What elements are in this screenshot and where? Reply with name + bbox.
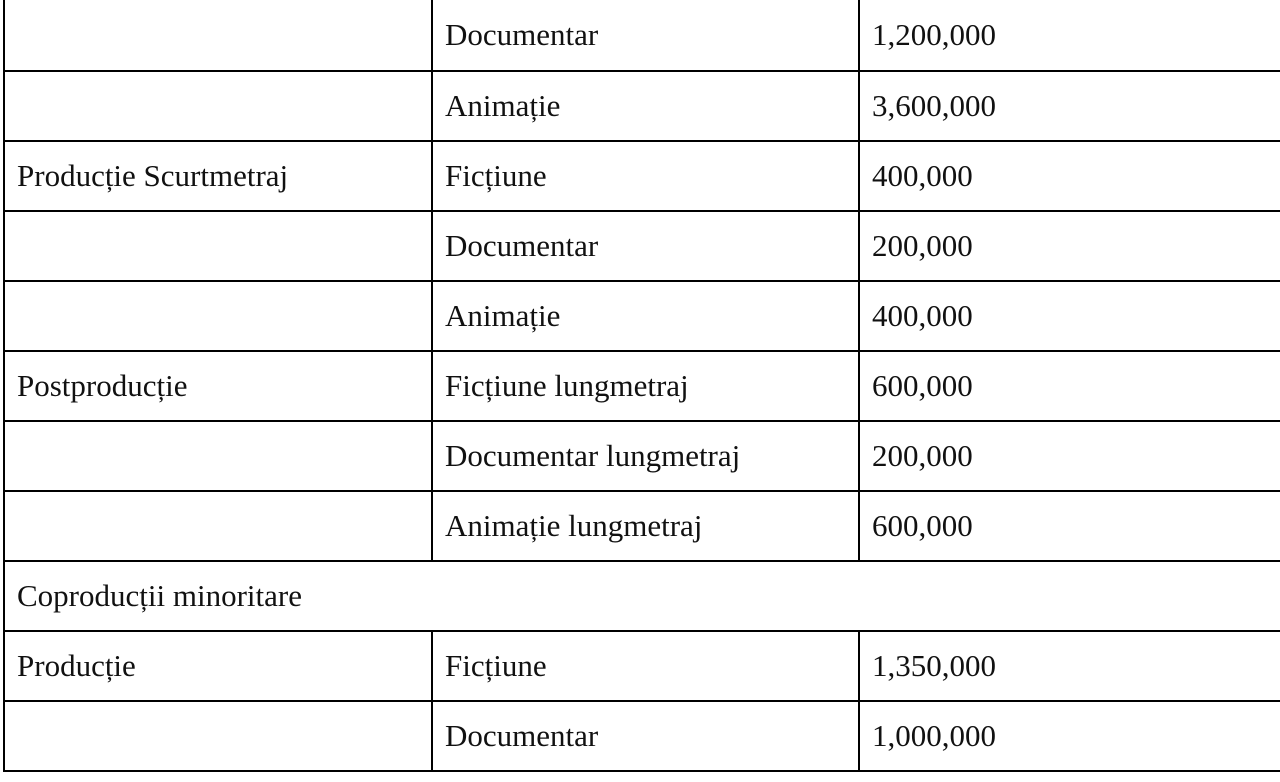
amount-cell: 3,600,000	[859, 71, 1280, 141]
type-cell: Animație	[432, 71, 859, 141]
category-cell	[4, 71, 432, 141]
amount-cell: 600,000	[859, 351, 1280, 421]
table-row	[4, 0, 1280, 71]
category-cell: Postproducție	[4, 351, 432, 421]
table-row	[4, 141, 1280, 211]
amount-cell: 400,000	[859, 141, 1280, 211]
amount-cell: 1,200,000	[859, 0, 1280, 71]
category-cell	[4, 701, 432, 771]
category-cell	[4, 281, 432, 351]
category-cell	[4, 491, 432, 561]
type-cell: Documentar lungmetraj	[432, 421, 859, 491]
category-cell: Producție Scurtmetraj	[4, 141, 432, 211]
table-row	[4, 211, 1280, 281]
category-cell: Producție	[4, 631, 432, 701]
table-row	[4, 71, 1280, 141]
type-cell: Ficțiune	[432, 631, 859, 701]
category-cell	[4, 211, 432, 281]
table-row	[4, 421, 1280, 491]
table-row	[4, 491, 1280, 561]
section-heading: Coproducții minoritare	[4, 561, 1280, 631]
type-cell: Documentar	[432, 211, 859, 281]
table-row	[4, 281, 1280, 351]
amount-cell: 400,000	[859, 281, 1280, 351]
amount-cell: 200,000	[859, 421, 1280, 491]
type-cell: Animație lungmetraj	[432, 491, 859, 561]
table-row	[4, 631, 1280, 701]
amount-cell: 1,350,000	[859, 631, 1280, 701]
type-cell: Documentar	[432, 0, 859, 71]
amount-cell: 200,000	[859, 211, 1280, 281]
table-row	[4, 351, 1280, 421]
amount-cell: 1,000,000	[859, 701, 1280, 771]
category-cell	[4, 421, 432, 491]
type-cell: Documentar	[432, 701, 859, 771]
type-cell: Ficțiune	[432, 141, 859, 211]
funding-table	[3, 0, 1280, 772]
table-row	[4, 701, 1280, 771]
type-cell: Ficțiune lungmetraj	[432, 351, 859, 421]
category-cell	[4, 0, 432, 71]
type-cell: Animație	[432, 281, 859, 351]
section-row	[4, 561, 1280, 631]
amount-cell: 600,000	[859, 491, 1280, 561]
